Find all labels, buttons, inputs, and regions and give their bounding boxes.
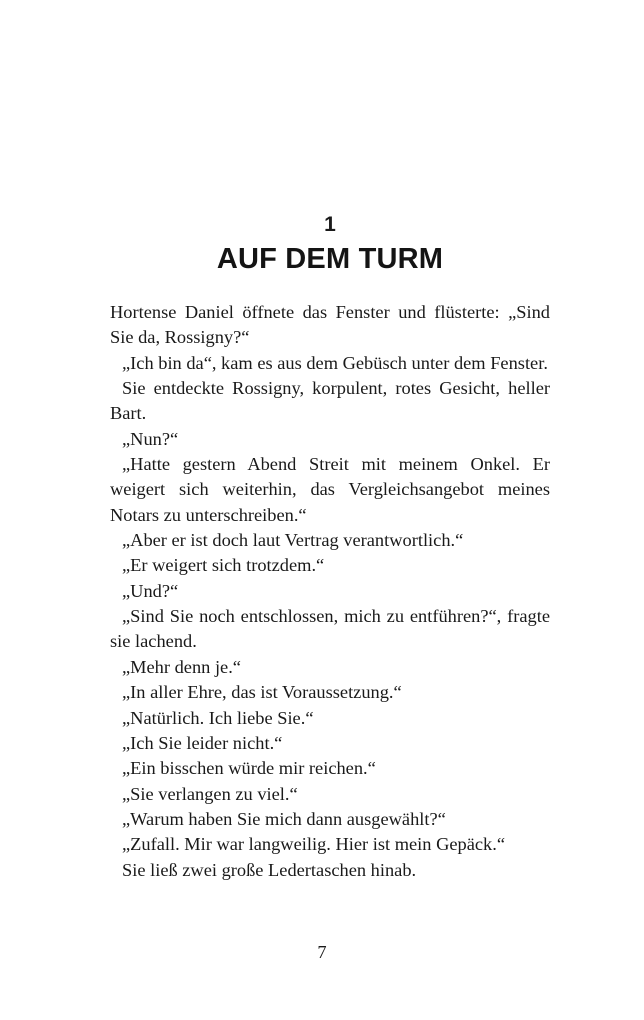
body-paragraph: „Ein bisschen würde mir reichen.“ [122, 758, 376, 779]
body-paragraph: „Und?“ [122, 580, 179, 601]
body-paragraph: Hortense Daniel öffnete das Fenster und flüsterte: „Sind Sie da, Rossigny?“ [110, 302, 550, 348]
body-paragraph: „Hatte gestern Abend Streit mit meinem Onkel. Er weigert sich weiterhin, das Vergleichsangebot meines Notars zu unterschreiben.“ [110, 454, 550, 525]
body-paragraph: „Sie verlangen zu viel.“ [122, 783, 298, 804]
body-paragraph: „Sind Sie noch entschlossen, mich zu entführen?“, fragte sie lachend. [110, 606, 550, 652]
page-number: 7 [317, 942, 327, 962]
body-paragraph: Sie entdeckte Rossigny, korpulent, rotes Gesicht, heller Bart. [110, 378, 550, 424]
chapter-title: AUF DEM TURM [216, 243, 444, 275]
body-text [110, 300, 550, 883]
body-paragraph: „Natürlich. Ich liebe Sie.“ [122, 707, 314, 728]
body-paragraph: „Aber er ist doch laut Vertrag verantwortlich.“ [122, 530, 464, 551]
body-paragraph: „Ich Sie leider nicht.“ [122, 732, 283, 753]
body-paragraph: „Nun?“ [122, 428, 179, 449]
body-paragraph: „Er weigert sich trotzdem.“ [122, 555, 325, 576]
body-paragraph: „Warum haben Sie mich dann ausgewählt?“ [122, 808, 446, 829]
body-paragraph: „Mehr denn je.“ [122, 656, 241, 677]
body-paragraph: „In aller Ehre, das ist Voraussetzung.“ [122, 682, 402, 703]
chapter-number: 1 [324, 213, 336, 236]
body-paragraph: Sie ließ zwei große Ledertaschen hinab. [122, 859, 417, 880]
body-paragraph: „Ich bin da“, kam es aus dem Gebüsch unter dem Fenster. [122, 352, 548, 373]
body-paragraph: „Zufall. Mir war langweilig. Hier ist mein Gepäck.“ [122, 834, 506, 855]
